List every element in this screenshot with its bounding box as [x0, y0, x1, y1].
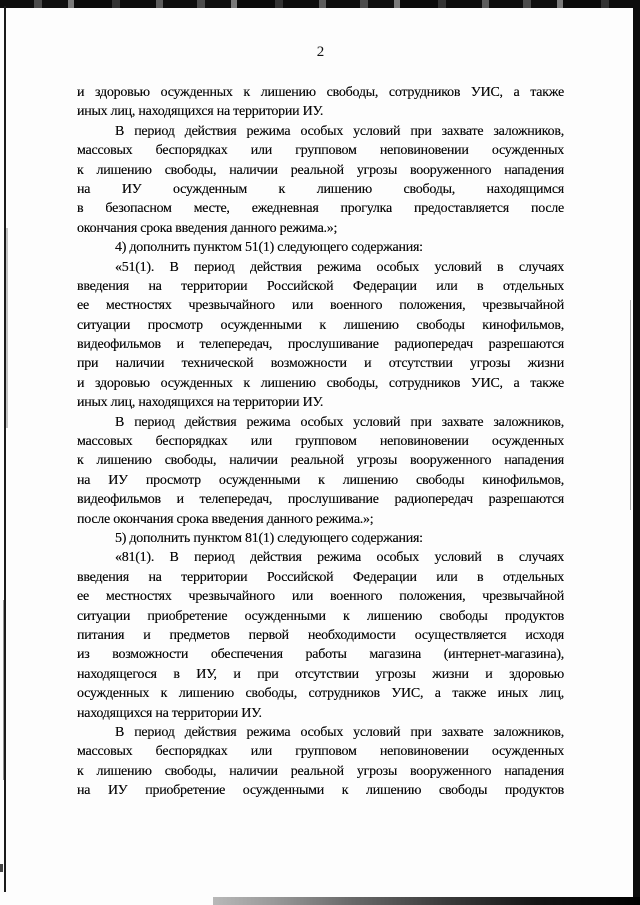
paragraph	[77, 413, 564, 529]
text-line: «81(1). В период действия режима особых условий в случаях	[115, 550, 564, 566]
paragraph	[77, 723, 564, 801]
text-line: находящихся на территории ИУ.	[77, 705, 262, 721]
page-number: 2	[316, 44, 325, 60]
paragraph	[77, 258, 564, 413]
text-line: 4) дополнить пунктом 51(1) следующего содержания:	[115, 240, 423, 256]
text-line: В период действия режима особых условий при захвате заложников,	[115, 724, 564, 740]
text-line: иных лиц, находящихся на территории ИУ.	[77, 104, 324, 120]
text-line: и здоровью осужденных к лишению свободы, сотрудников УИС, а также	[77, 375, 564, 391]
text-line: массовых беспорядках или групповом неповиновении осужденных	[77, 434, 564, 450]
text-line: видеофильмов и телепередач, прослушивание радиопередач разрешаются	[77, 492, 564, 508]
text-line: и здоровью осужденных к лишению свободы, сотрудников УИС, а также	[77, 85, 564, 100]
text-line: на ИУ просмотр осужденными к лишению свободы кинофильмов,	[77, 472, 564, 488]
text-line: ее местностях чрезвычайного или военного положения, чрезвычайной	[77, 589, 564, 605]
text-line: ее местностях чрезвычайного или военного положения, чрезвычайной	[77, 298, 564, 314]
scan-artifact-speck	[0, 864, 3, 872]
text-line: при наличии технической возможности и отсутствии угрозы жизни	[77, 356, 564, 372]
scan-artifact-left-border	[4, 6, 6, 892]
text-line: на ИУ приобретение осужденными к лишению свободы продуктов	[77, 783, 564, 799]
scan-artifact-top-edge	[0, 0, 640, 8]
paragraph	[77, 238, 564, 257]
text-line: массовых беспорядках или групповом неповиновении осужденных	[77, 143, 564, 159]
scan-artifact-left-gray-streak-lower	[3, 600, 4, 780]
text-line: находящегося в ИУ, и при отсутствии угрозы жизни и здоровью	[77, 666, 564, 682]
text-line: к лишению свободы, наличии реальной угрозы вооруженного нападения	[77, 162, 564, 178]
text-line: из возможности обеспечения работы магазина (интернет-магазина),	[77, 647, 564, 663]
text-line: массовых беспорядках или групповом неповиновении осужденных	[77, 744, 564, 760]
text-line: «51(1). В период действия режима особых условий в случаях	[115, 259, 564, 275]
text-line: на ИУ осужденным к лишению свободы, находящимся	[77, 181, 564, 197]
text-block	[77, 83, 564, 800]
text-line: в безопасном месте, ежедневная прогулка предоставляется после	[77, 201, 564, 217]
text-line: к лишению свободы, наличии реальной угрозы вооруженного нападения	[77, 453, 564, 469]
text-line: осужденных к лишению свободы, сотрудников УИС, а также иных лиц,	[77, 686, 564, 702]
paragraph	[77, 529, 564, 548]
text-line: питания и предметов первой необходимости осуществляется исходя	[77, 627, 564, 643]
scan-artifact-right-gray-streak	[630, 300, 631, 510]
paragraph	[77, 122, 564, 238]
text-line: к лишению свободы, наличии реальной угрозы вооруженного нападения	[77, 763, 564, 779]
text-line: В период действия режима особых условий при захвате заложников,	[115, 123, 564, 139]
text-line: ситуации просмотр осужденными к лишению свободы кинофильмов,	[77, 317, 564, 333]
text-line: ситуации приобретение осужденными к лишению свободы продуктов	[77, 608, 564, 624]
scan-artifact-right-edge	[633, 0, 640, 905]
paragraph	[77, 548, 564, 723]
text-line: введения на территории Российской Федерации или в отдельных	[77, 569, 564, 585]
text-line: иных лиц, находящихся на территории ИУ.	[77, 395, 324, 411]
scan-artifact-left-gray-streak	[6, 228, 8, 428]
scan-artifact-bottom-edge	[213, 897, 640, 905]
text-line: окончания срока введения данного режима.»;	[77, 220, 338, 236]
text-line: 5) дополнить пунктом 81(1) следующего содержания:	[115, 530, 423, 546]
text-line: введения на территории Российской Федерации или в отдельных	[77, 278, 564, 294]
text-line: В период действия режима особых условий при захвате заложников,	[115, 414, 564, 430]
text-line: после окончания срока введения данного режима.»;	[77, 511, 374, 527]
paragraph	[77, 83, 564, 122]
text-line: видеофильмов и телепередач, прослушивание радиопередач разрешаются	[77, 337, 564, 353]
